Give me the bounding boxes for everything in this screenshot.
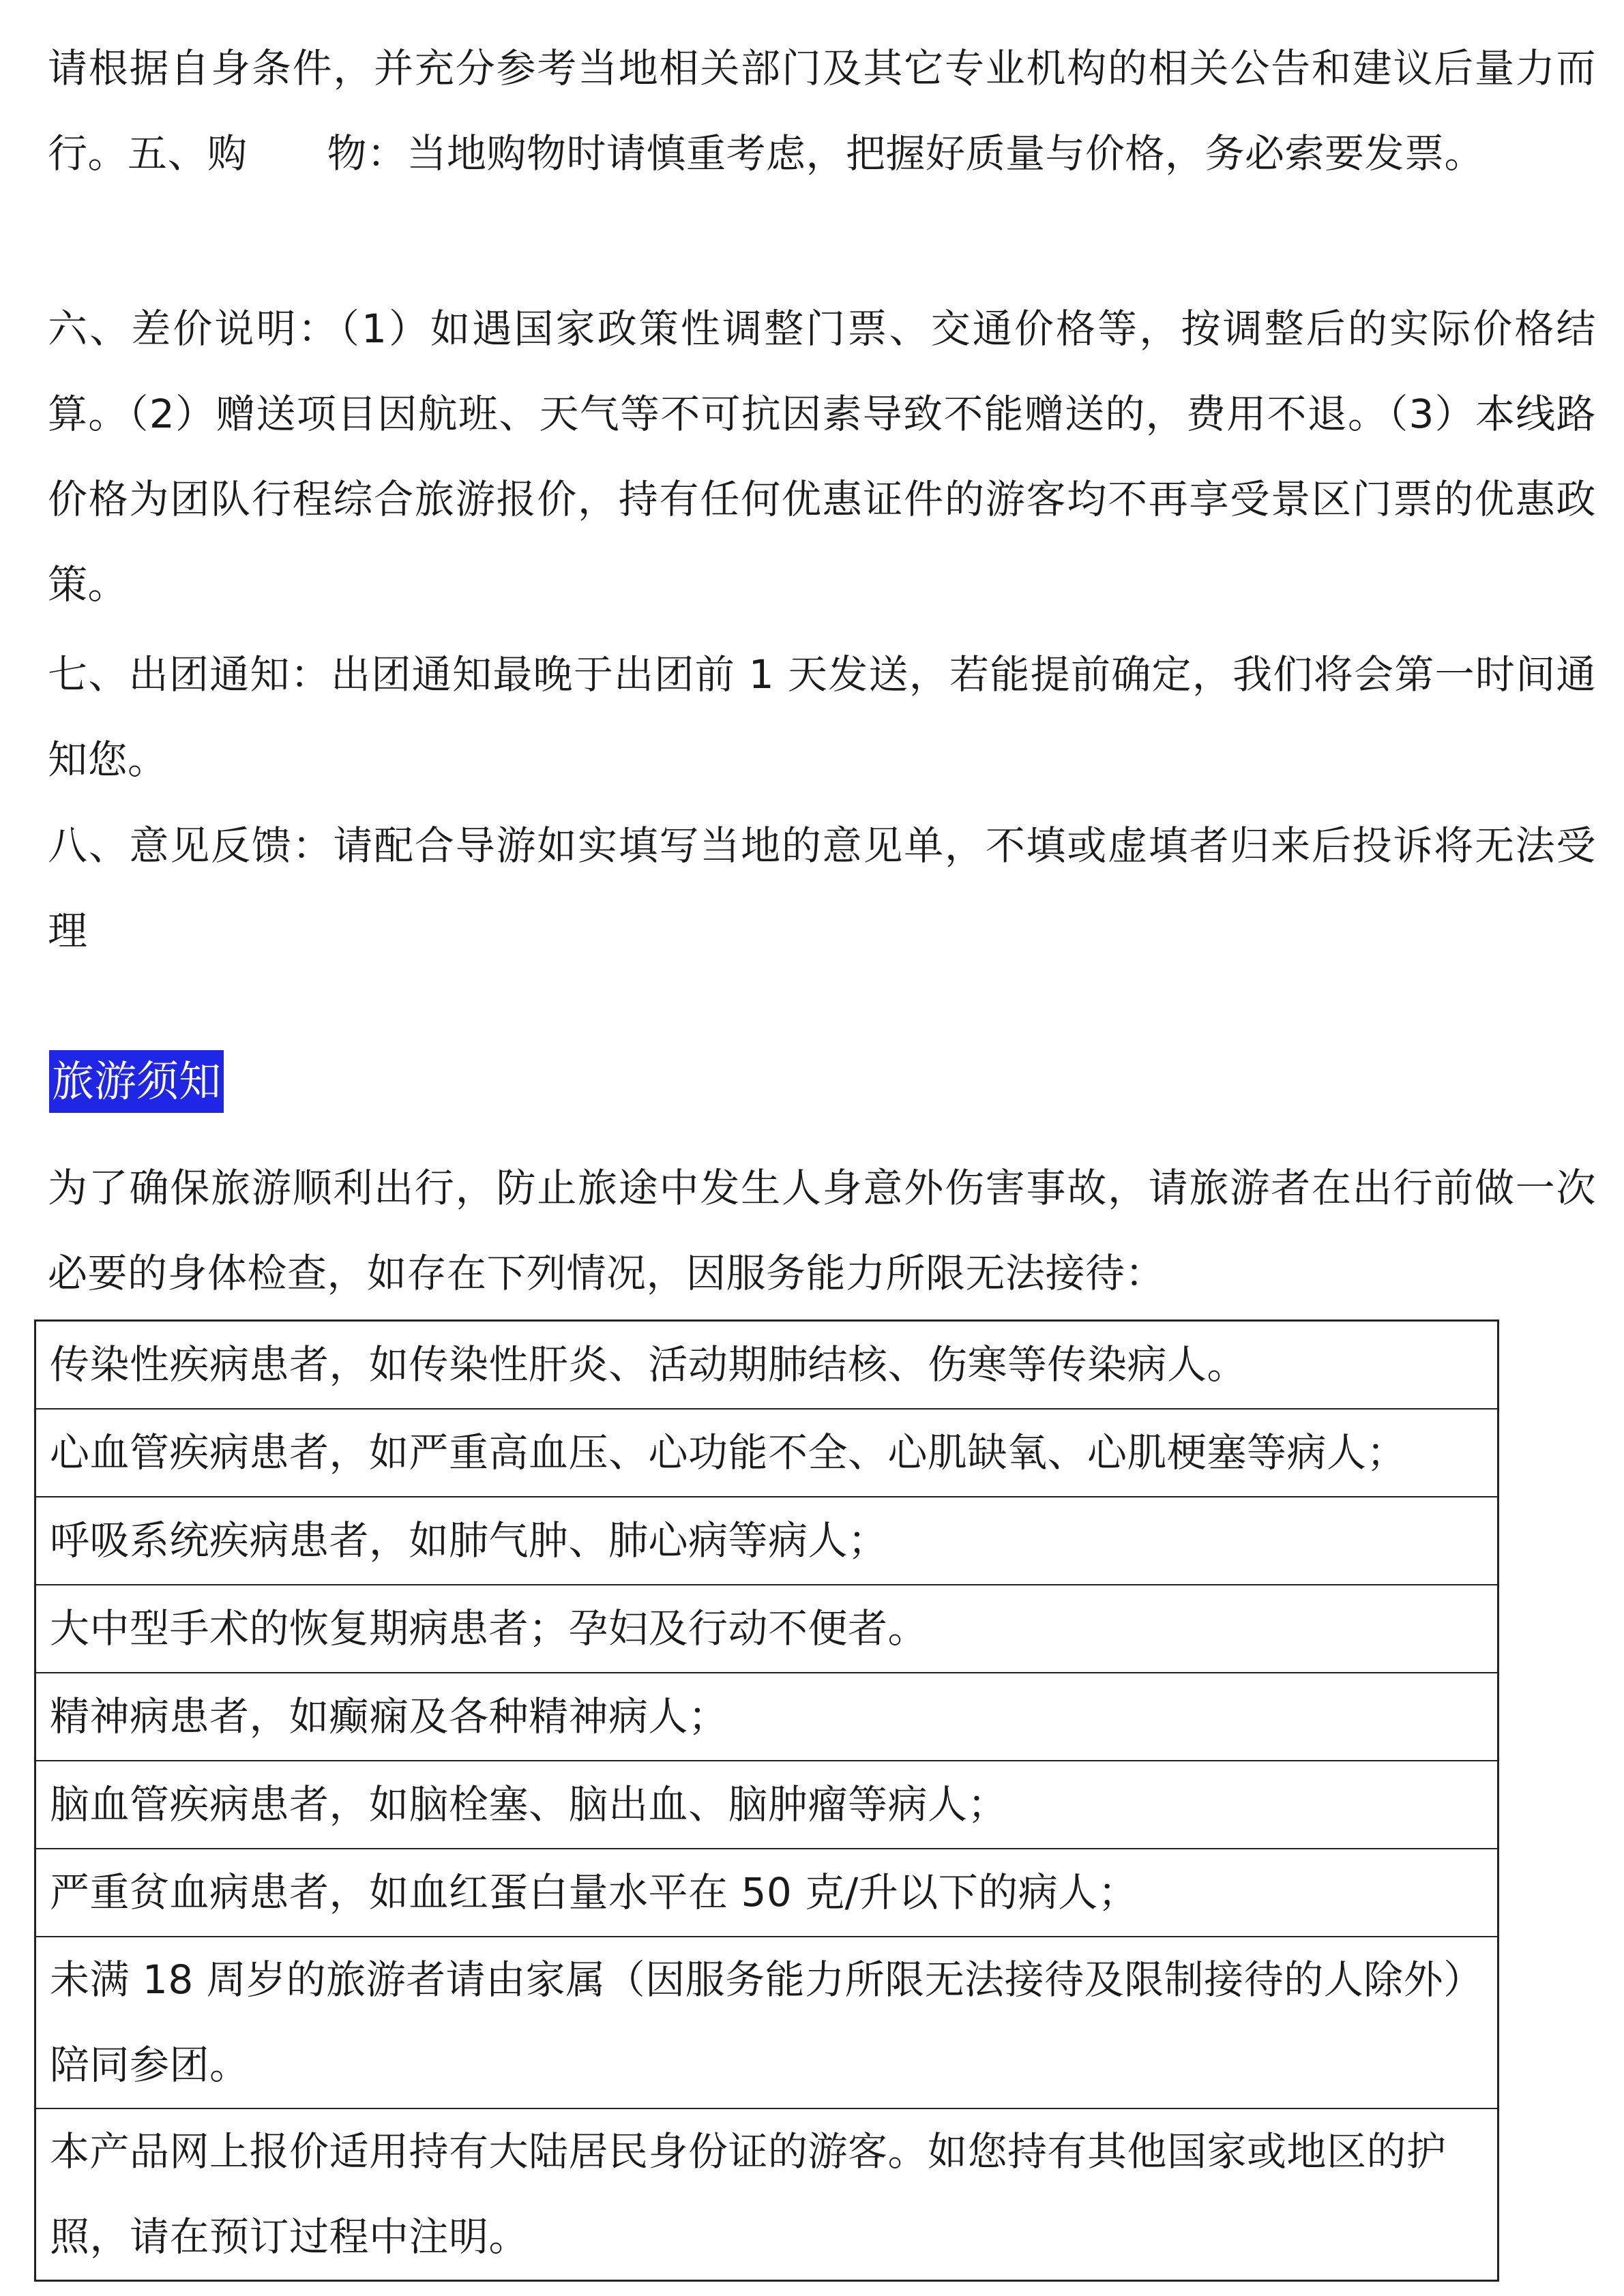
section-heading-travel-notice: 旅游须知 (49, 1050, 224, 1113)
table-row: 心血管疾病患者，如严重高血压、心功能不全、心肌缺氧、心肌梗塞等病人； (36, 1408, 1497, 1496)
paragraph-feedback: 八、意见反馈：请配合导游如实填写当地的意见单，不填或虚填者归来后投诉将无法受理 (48, 822, 1596, 954)
table-row: 呼吸系统疾病患者，如肺气肿、肺心病等病人； (36, 1496, 1497, 1584)
table-row: 精神病患者，如癫痫及各种精神病人； (36, 1672, 1497, 1760)
paragraph-intro-shopping: 请根据自身条件，并充分参考当地相关部门及其它专业机构的相关公告和建议后量力而行。五、购 物：当地购物时请慎重考虑，把握好质量与价格，务必索要发票。 (48, 45, 1596, 177)
paragraph-departure-notice: 七、出团通知：出团通知最晚于出团前 1 天发送，若能提前确定，我们将会第一时间通知您。 (48, 651, 1596, 783)
paragraph-price-difference: 六、差价说明：（1）如遇国家政策性调整门票、交通价格等，按调整后的实际价格结算。（2）赠送项目因航班、天气等不可抗因素导致不能赠送的，费用不退。（3）本线路价格为团队行程综合旅游报价，持有任何优惠证件的游客均不再享受景区门票的优惠政策。 (48, 305, 1596, 608)
table-row: 未满 18 周岁的旅游者请由家属（因服务能力所限无法接待及限制接待的人除外）陪同参团。 (36, 1936, 1497, 2108)
table-row: 本产品网上报价适用持有大陆居民身份证的游客。如您持有其他国家或地区的护照，请在预订过程中注明。 (36, 2108, 1497, 2280)
paragraph-health-notice: 为了确保旅游顺利出行，防止旅途中发生人身意外伤害事故，请旅游者在出行前做一次必要的身体检查，如存在下列情况，因服务能力所限无法接待： (48, 1165, 1596, 1296)
table-row: 严重贫血病患者，如血红蛋白量水平在 50 克/升以下的病人； (36, 1848, 1497, 1936)
restrictions-table (34, 1320, 1499, 2282)
table-row: 传染性疾病患者，如传染性肝炎、活动期肺结核、伤寒等传染病人。 (50, 1341, 1247, 1388)
table-row: 脑血管疾病患者，如脑栓塞、脑出血、脑肿瘤等病人； (36, 1760, 1497, 1848)
table-row: 大中型手术的恢复期病患者；孕妇及行动不便者。 (36, 1584, 1497, 1672)
